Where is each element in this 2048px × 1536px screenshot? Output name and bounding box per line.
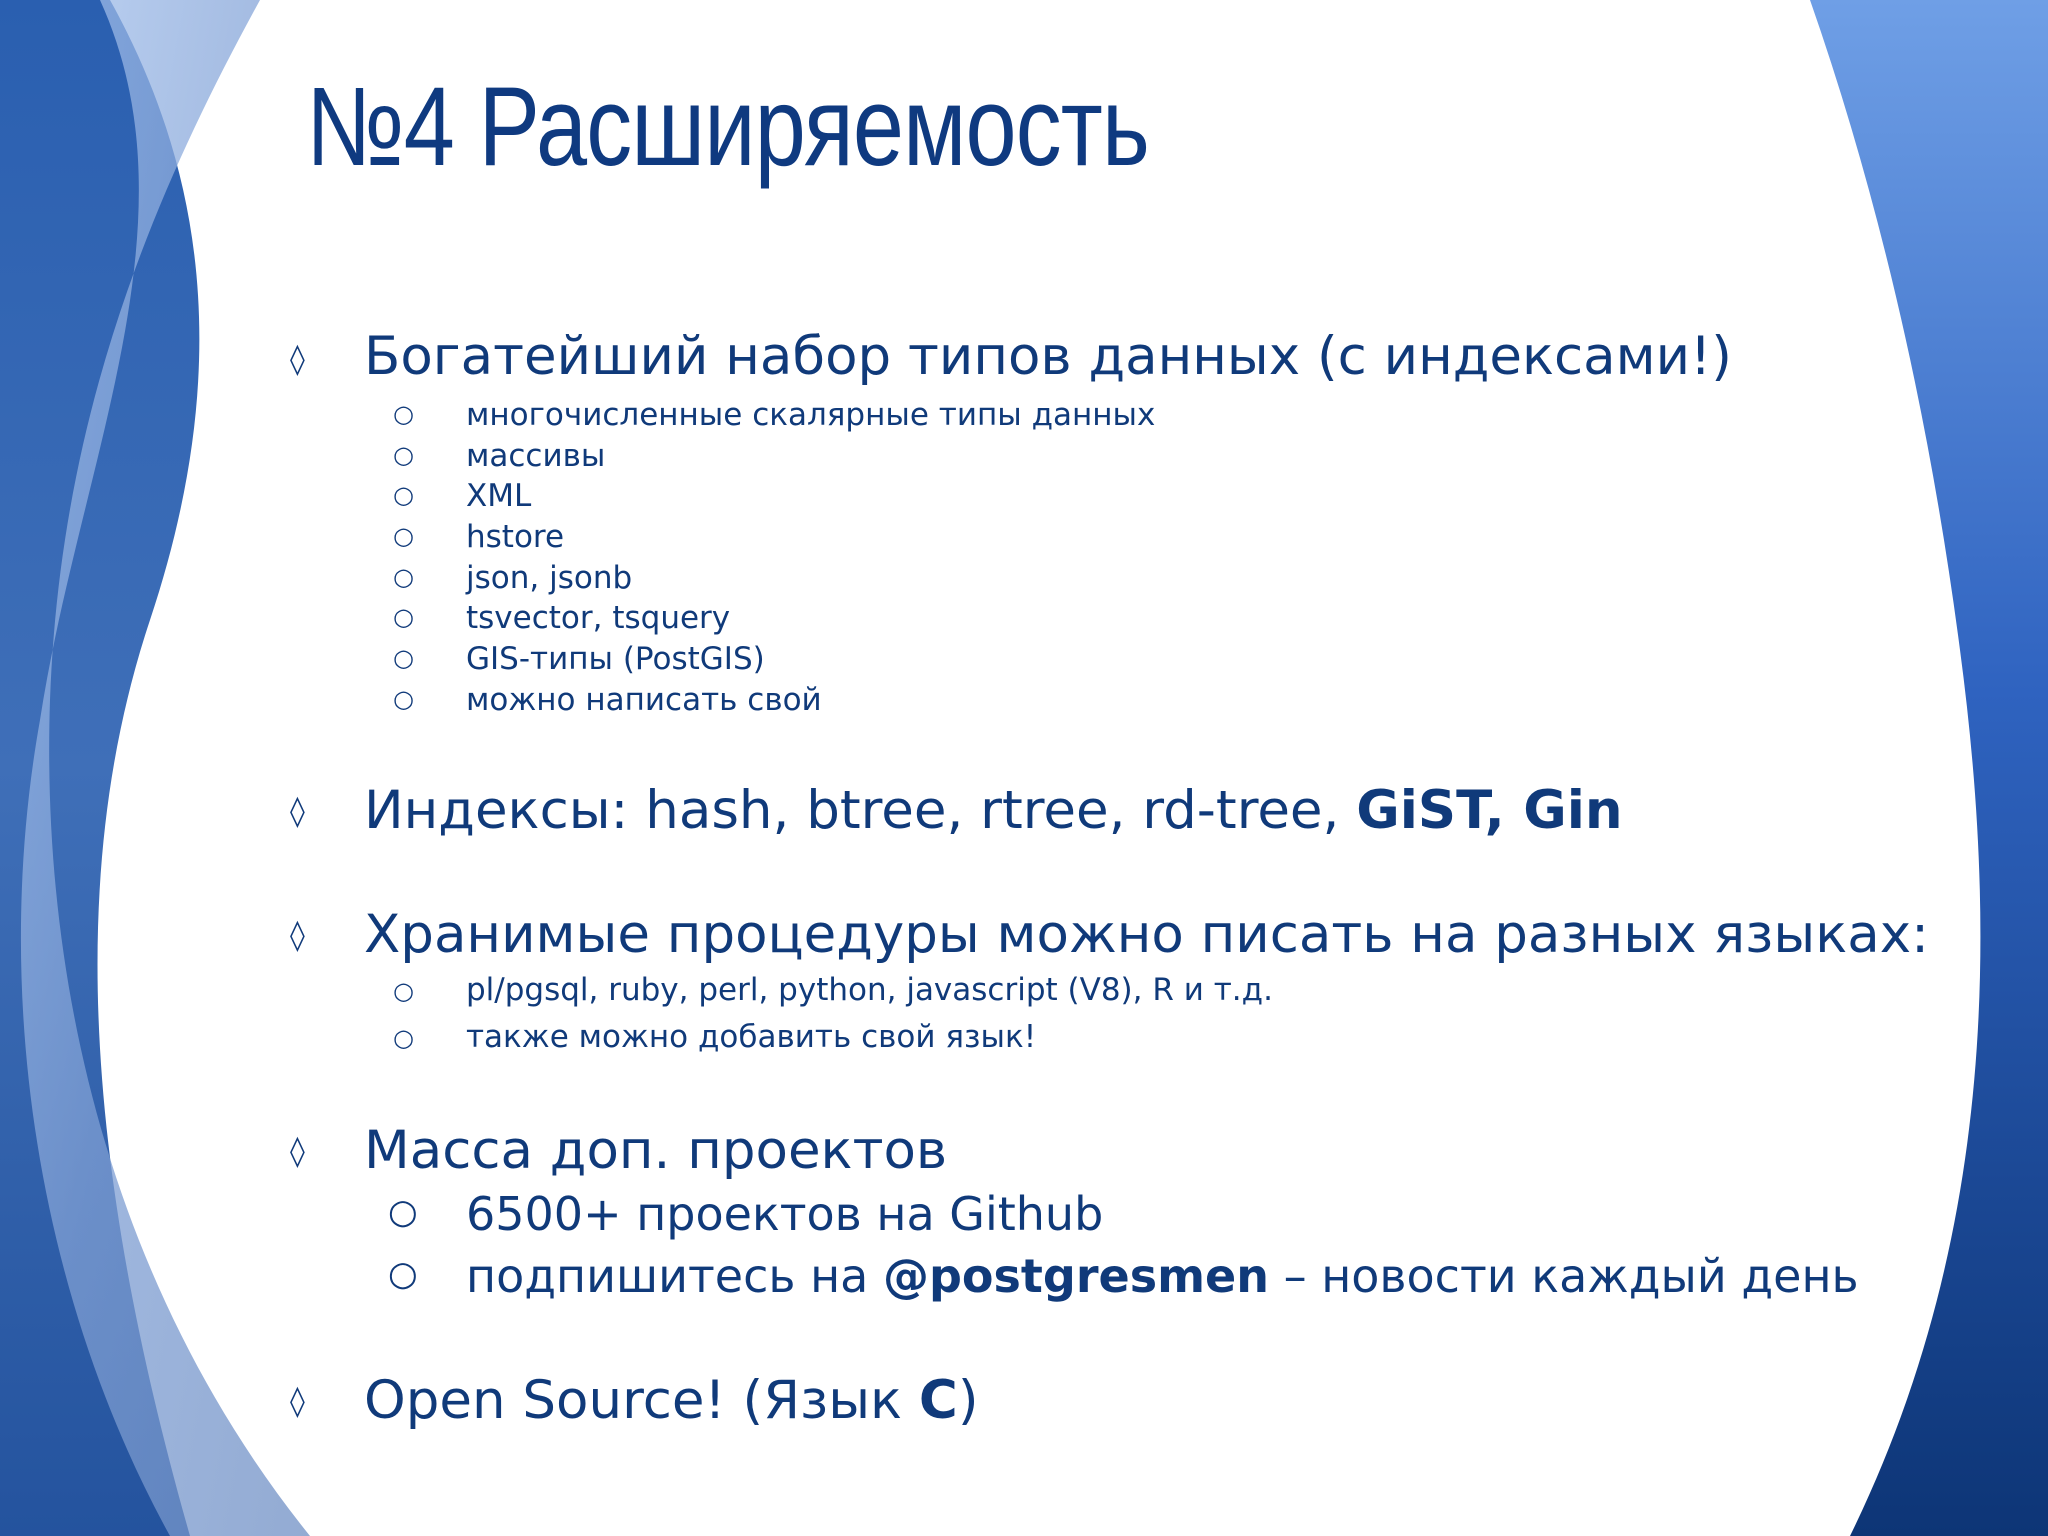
sub-bullet-circle-icon: ○ <box>393 977 414 1005</box>
indexes-heading <box>364 780 1623 842</box>
bullet-diamond-icon: ◊ <box>290 794 305 829</box>
projects-heading: Масса доп. проектов <box>364 1120 948 1181</box>
indexes-bold-text: GiST, Gin <box>1356 780 1623 841</box>
subscribe-text: подпишитесь на <box>466 1249 883 1303</box>
sub-bullet-circle-icon: ○ <box>393 685 414 713</box>
sub-bullet-circle-icon: ○ <box>388 1192 418 1232</box>
opensource-suffix: ) <box>957 1370 979 1431</box>
types-item: json, jsonb <box>466 560 633 596</box>
indexes-text: Индексы: hash, btree, rtree, rd-tree, <box>364 780 1357 841</box>
slide-title: №4 Расширяемость <box>306 64 1150 189</box>
sub-bullet-circle-icon: ○ <box>393 441 414 469</box>
sub-bullet-circle-icon: ○ <box>393 400 414 428</box>
types-heading: Богатейший набор типов данных (с индексами!) <box>364 326 1732 387</box>
types-item: можно написать свой <box>466 682 822 718</box>
procedures-item: также можно добавить свой язык! <box>466 1019 1037 1055</box>
types-item: GIS-типы (PostGIS) <box>466 641 765 677</box>
right-wave <box>1810 0 2048 1536</box>
bullet-diamond-icon: ◊ <box>290 342 305 377</box>
types-item: hstore <box>466 519 565 555</box>
subscribe-suffix-text: – новости каждый день <box>1268 1249 1859 1303</box>
sub-bullet-circle-icon: ○ <box>393 522 414 550</box>
bullet-diamond-icon: ◊ <box>290 918 305 953</box>
bullet-diamond-icon: ◊ <box>290 1384 305 1419</box>
types-item: XML <box>466 478 532 514</box>
sub-bullet-circle-icon: ○ <box>393 1024 414 1052</box>
language-c-bold: C <box>918 1370 958 1431</box>
opensource-text: Open Source! (Язык <box>364 1370 919 1431</box>
sub-bullet-circle-icon: ○ <box>393 481 414 509</box>
sub-bullet-circle-icon: ○ <box>393 563 414 591</box>
postgresmen-handle: @postgresmen <box>883 1249 1269 1303</box>
bullet-diamond-icon: ◊ <box>290 1134 305 1169</box>
sub-bullet-circle-icon: ○ <box>388 1254 418 1294</box>
sub-bullet-circle-icon: ○ <box>393 603 414 631</box>
types-item: tsvector, tsquery <box>466 600 731 636</box>
sub-bullet-circle-icon: ○ <box>393 644 414 672</box>
procedures-heading: Хранимые процедуры можно писать на разных языках: <box>364 904 1929 965</box>
types-item: массивы <box>466 438 606 474</box>
types-item: многочисленные скалярные типы данных <box>466 397 1156 433</box>
projects-item-github: 6500+ проектов на Github <box>466 1187 1104 1241</box>
opensource-heading <box>364 1370 979 1432</box>
procedures-item: pl/pgsql, ruby, perl, python, javascript (V8), R и т.д. <box>466 972 1273 1008</box>
projects-item-subscribe <box>466 1248 1859 1304</box>
